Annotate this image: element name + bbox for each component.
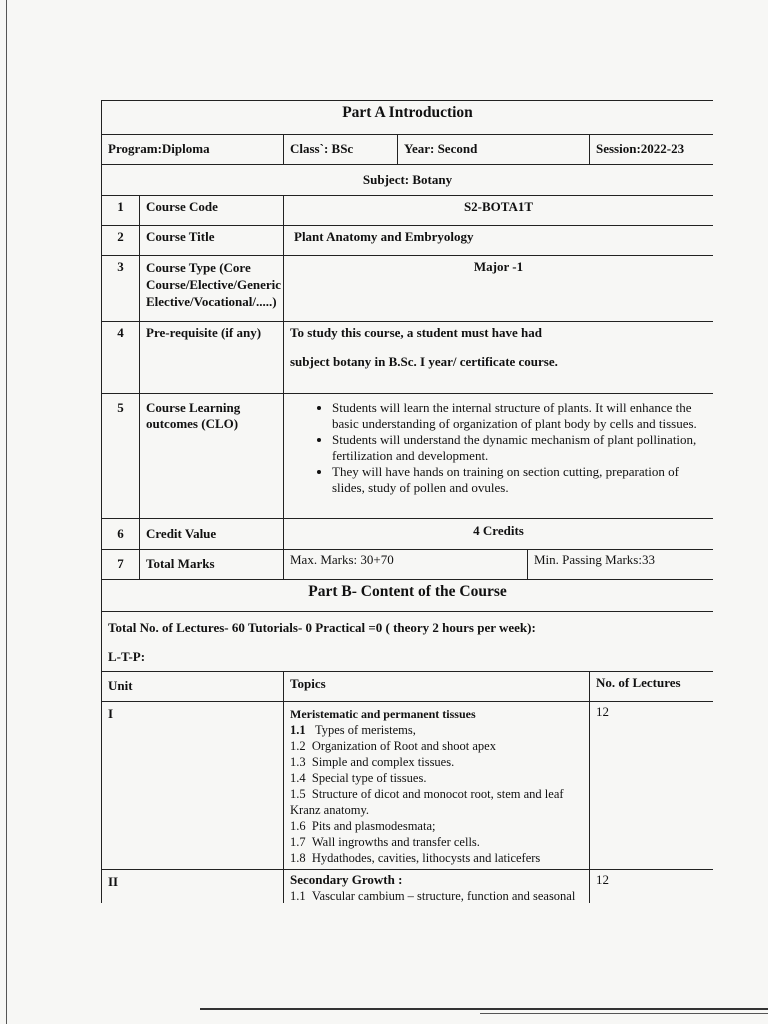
clo-item: • Students will learn the internal structure of plants. It will enhance the basic understanding of organization of plant body by cells and tissues. (332, 400, 707, 432)
unit-row (102, 702, 714, 870)
part-a-title: Part A Introduction (102, 101, 714, 135)
clo-list (290, 400, 707, 496)
clo-row (102, 394, 714, 519)
row-number: 6 (102, 519, 140, 550)
course-code-row (102, 196, 714, 226)
topic-item: 1.1 Vascular cambium – structure, function and seasonal (290, 889, 576, 903)
lectures-header: No. of Lectures (590, 672, 714, 702)
total-marks-row (102, 550, 714, 580)
part-b-title: Part B- Content of the Course (102, 580, 714, 612)
lectures-summary: Total No. of Lectures- 60 Tutorials- 0 Practical =0 ( theory 2 hours per week): (108, 620, 536, 635)
topic-item: 1.1 Types of meristems, (290, 723, 416, 737)
prerequisite-row (102, 322, 714, 394)
credit-label: Credit Value (140, 519, 284, 550)
topic-item: 1.5 Structure of dicot and monocot root, stem and leaf Kranz anatomy. (290, 787, 564, 817)
unit-lectures: 12 (590, 702, 714, 870)
unit-number: I (102, 702, 284, 870)
topic-item: 1.3 Simple and complex tissues. (290, 755, 455, 769)
subject-cell: Subject: Botany (102, 165, 714, 196)
credit-value: 4 Credits (284, 519, 714, 550)
topic-item: 1.2 Organization of Root and shoot apex (290, 739, 496, 753)
scan-edge-line (6, 0, 7, 1024)
row-number: 2 (102, 226, 140, 256)
prerequisite-line-2: subject botany in B.Sc. I year/ certificate course. (290, 354, 558, 369)
clo-label: Course Learning outcomes (CLO) (140, 394, 284, 519)
prerequisite-line-1: To study this course, a student must have had (290, 325, 542, 340)
scan-bottom-rule (200, 1008, 768, 1010)
credit-row (102, 519, 714, 550)
row-number: 5 (102, 394, 140, 519)
session-cell: Session:2022-23 (590, 135, 714, 165)
row-number: 1 (102, 196, 140, 226)
unit-header: Unit (102, 672, 284, 702)
row-number: 7 (102, 550, 140, 580)
topic-item: 1.7 Wall ingrowths and transfer cells. (290, 835, 480, 849)
course-title-label: Course Title (140, 226, 284, 256)
unit-number: II (102, 870, 284, 904)
total-marks-label: Total Marks (140, 550, 284, 580)
prerequisite-label: Pre-requisite (if any) (140, 322, 284, 394)
syllabus-sheet (101, 100, 713, 903)
year-cell: Year: Second (398, 135, 590, 165)
unit-row (102, 870, 714, 904)
ltp-label: L-T-P: (108, 649, 146, 664)
max-marks: Max. Marks: 30+70 (284, 550, 528, 580)
topic-item: 1.6 Pits and plasmodesmata; (290, 819, 436, 833)
course-title-row (102, 226, 714, 256)
unit-lectures: 12 (590, 870, 714, 904)
topic-item: 1.4 Special type of tissues. (290, 771, 427, 785)
course-code-label: Course Code (140, 196, 284, 226)
row-number: 3 (102, 256, 140, 322)
course-code-value: S2-BOTA1T (284, 196, 714, 226)
scan-bottom-rule (480, 1013, 768, 1014)
topic-item: 1.8 Hydathodes, cavities, lithocysts and laticefers (290, 851, 541, 865)
unit-title: Secondary Growth : (290, 872, 403, 887)
course-type-label: Course Type (Core Course/Elective/Generic Elective/Vocational/.....) (140, 256, 284, 322)
row-number: 4 (102, 322, 140, 394)
clo-item: • They will have hands on training on section cutting, preparation of slides, study of pollen and ovules. (332, 464, 707, 496)
course-type-row (102, 256, 714, 322)
clo-item: • Students will understand the dynamic mechanism of plant pollination, fertilization and development. (332, 432, 707, 464)
content-header-row (102, 672, 714, 702)
program-cell: Program:Diploma (102, 135, 284, 165)
min-marks: Min. Passing Marks:33 (528, 550, 714, 580)
course-title-value: Plant Anatomy and Embryology (284, 226, 714, 256)
syllabus-table (101, 100, 713, 903)
course-type-value: Major -1 (284, 256, 714, 322)
unit-title: Meristematic and permanent tissues (290, 707, 476, 721)
class-cell: Class`: BSc (284, 135, 398, 165)
topics-header: Topics (284, 672, 590, 702)
